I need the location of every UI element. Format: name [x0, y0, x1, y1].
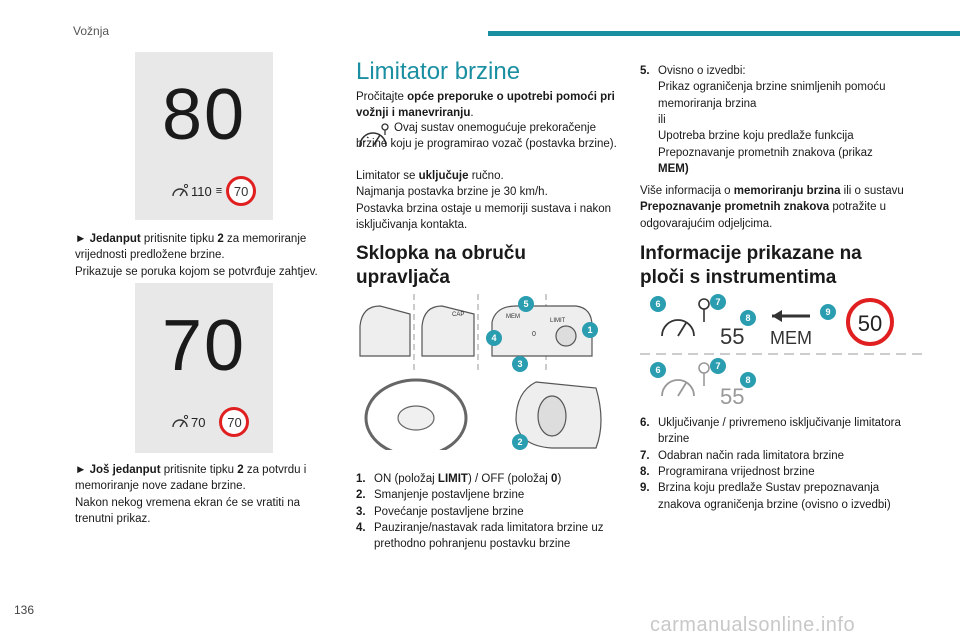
- text: Limitator se: [356, 170, 419, 182]
- text: za potvrdu i memoriranje nove zadane brzine.: [75, 464, 307, 493]
- switch-label-zero: 0: [532, 331, 536, 338]
- cluster-mem: MEM: [770, 328, 812, 348]
- switch-label-cap: CAP: [452, 312, 465, 318]
- item-text: Pauziranje/nastavak rada limitatora brzine uz prethodno pohranjenu postavku brzine: [374, 521, 604, 551]
- bullet: ►: [75, 464, 87, 476]
- text: Nakon nekog vremena ekran će se vratiti na trenutni prikaz.: [75, 496, 301, 525]
- text: Pročitajte: [356, 91, 408, 103]
- section-heading: Limitator brzine: [356, 58, 521, 85]
- display-sub-row: [171, 407, 249, 437]
- section-title: Vožnja: [73, 24, 110, 38]
- display-panel-80: [135, 52, 273, 220]
- emphasis: Jedanput: [89, 233, 141, 245]
- text: Najmanja postavka brzine je 30 km/h.: [356, 186, 548, 199]
- cluster-speed-1: 55: [720, 324, 745, 349]
- limiter-details: [356, 168, 618, 233]
- text: za memoriranje vrijednosti predložene brzine.: [75, 233, 307, 262]
- list-item: [640, 480, 922, 513]
- item-text: Povećanje postavljene brzine: [374, 505, 524, 518]
- badge-6: 6: [655, 299, 661, 309]
- item-number: 1.: [356, 473, 366, 485]
- icon-paragraph: [356, 120, 618, 153]
- list-item: [356, 487, 618, 503]
- speed-sign: [219, 407, 249, 437]
- display-small-speed: 70: [191, 414, 206, 430]
- item-number: 8.: [640, 465, 650, 478]
- emphasis: Još jedanput: [89, 464, 161, 476]
- display-panel-70: [135, 283, 273, 453]
- list-item: [356, 520, 618, 553]
- badge-6: 6: [655, 365, 661, 375]
- text: Prikazuje se poruka kojom se potvrđuje zahtjev.: [75, 265, 318, 278]
- text: Postavka brzina ostaje u memoriji sustava i nakon isključivanja kontakta.: [356, 202, 612, 231]
- item-number: 7.: [640, 449, 650, 462]
- speed-limiter-icon-inactive: [662, 380, 694, 396]
- display-speed-large: 70: [161, 306, 247, 386]
- list-item: [356, 471, 618, 487]
- memory-icon: ≡: [215, 185, 223, 197]
- item-text: ON (položaj LIMIT) / OFF (položaj 0): [374, 473, 562, 485]
- badge-4: 4: [491, 333, 497, 343]
- steering-list: [356, 471, 618, 553]
- text: ručno.: [468, 170, 504, 182]
- item-number: 4.: [356, 521, 366, 534]
- speed-limiter-icon: [171, 184, 189, 198]
- item-text: Smanjenje postavljene brzine: [374, 489, 525, 502]
- display-small-speed: 110: [191, 183, 212, 199]
- badge-1: 1: [587, 325, 593, 335]
- badge-7: 7: [715, 361, 721, 371]
- watermark: carmanualsonline.info: [650, 614, 856, 636]
- more-info-paragraph: Više informacija o memoriranju brzina ili o sustavu Prepoznavanje prometnih znakova potražite u odgovarajućim odjeljcima.: [640, 185, 904, 230]
- emphasis: opće preporuke o upotrebi pomoći pri vožnji i manevriranju: [356, 91, 615, 120]
- text: pritisnite tipku: [140, 233, 218, 245]
- text: .: [470, 107, 474, 120]
- item-number: 6.: [640, 417, 650, 429]
- item-text: Brzina koju predlaže Sustav prepoznavanja znakova ograničenja brzine (ovisno o izvedbi): [658, 482, 891, 511]
- display-speed-large: 80: [161, 75, 247, 155]
- item-text: Programirana vrijednost brzine: [658, 465, 815, 478]
- list-item-5: [640, 63, 920, 177]
- page-number: 136: [14, 603, 35, 617]
- left-paragraph-2: [75, 462, 340, 527]
- key-number: 2: [217, 233, 224, 245]
- item-text: Odabran način rada limitatora brzine: [658, 449, 845, 462]
- subheading-steering: Sklopka na obruču upravljača: [356, 243, 526, 288]
- badge-9: 9: [825, 307, 831, 317]
- text: Ovaj sustav onemogućuje prekoračenje brzine koju je programirao vozač (postavka brzine).: [356, 122, 617, 151]
- display-sub-row: [171, 176, 256, 206]
- cluster-sign-value: 50: [857, 311, 883, 336]
- switch-label-mem: MEM: [506, 314, 520, 320]
- steering-switch-illustration: [356, 292, 618, 450]
- item-number: 5.: [640, 65, 650, 77]
- instrument-cluster-illustration: [640, 292, 922, 410]
- badge-3: 3: [517, 359, 523, 369]
- speed-limiter-icon: [171, 415, 189, 429]
- badge-5: 5: [523, 299, 529, 309]
- bullet: ►: [75, 233, 87, 245]
- list-item: [640, 448, 922, 464]
- list-item: [640, 464, 922, 480]
- intro-paragraph: [356, 89, 618, 122]
- header-accent-bar: [488, 31, 960, 36]
- item-text: Uključivanje / privremeno isključivanje limitatora brzine: [658, 417, 901, 446]
- cluster-list: [640, 415, 922, 513]
- subheading-cluster: Informacije prikazane na ploči s instrumentima: [640, 243, 862, 288]
- left-paragraph-1: [75, 231, 340, 280]
- item-text: Ovisno o izvedbi: Prikaz ograničenja brzine snimljenih pomoću memoriranja brzina ili Upotreba brzine koju predlaže funkcija Prepoznavanje prometnih znakova (prikaz MEM): [658, 65, 886, 175]
- badge-7: 7: [715, 297, 721, 307]
- item-number: 9.: [640, 482, 650, 495]
- limiter-mode-icon-inactive: [699, 363, 709, 386]
- speed-sign-value: 70: [227, 414, 242, 430]
- speed-limiter-icon: [662, 320, 694, 336]
- item-number: 2.: [356, 489, 366, 502]
- badge-2: 2: [517, 437, 523, 447]
- item-number: 3.: [356, 505, 366, 518]
- cluster-speed-2: 55: [720, 384, 745, 409]
- switch-label-limit: LIMIT: [550, 318, 566, 324]
- text: pritisnite tipku: [160, 464, 238, 476]
- list-item: [356, 504, 618, 520]
- speed-sign-value: 70: [233, 183, 249, 199]
- badge-8: 8: [745, 313, 751, 323]
- limiter-mode-icon: [699, 299, 709, 322]
- emphasis: uključuje: [418, 170, 469, 182]
- key-number: 2: [237, 464, 244, 476]
- badge-8: 8: [745, 375, 751, 385]
- speed-sign: [226, 176, 256, 206]
- list-item: [640, 415, 922, 448]
